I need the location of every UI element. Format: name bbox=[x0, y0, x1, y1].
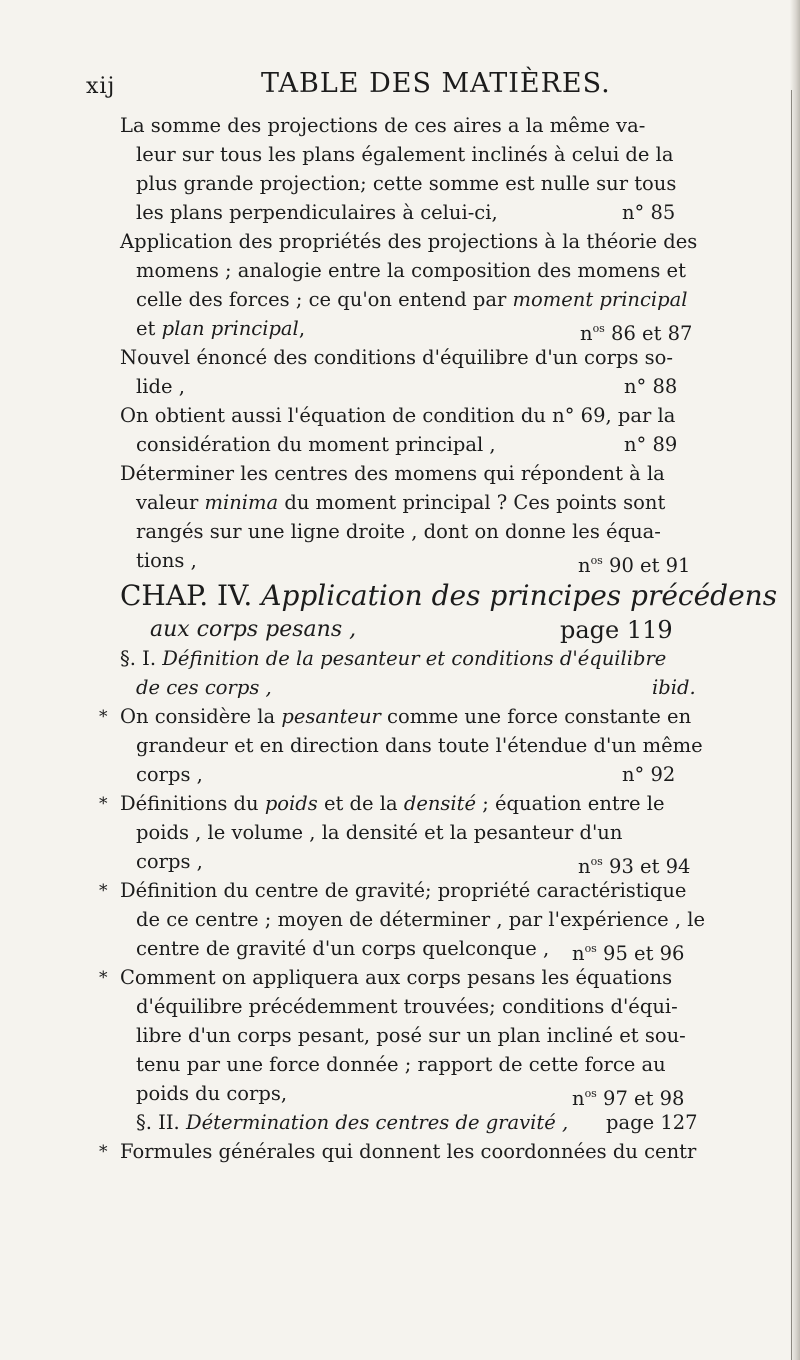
toc-ref-value: 97 et 98 bbox=[603, 1087, 685, 1110]
toc-italic: plan principal bbox=[161, 317, 299, 340]
toc-line bbox=[136, 288, 688, 312]
toc-text: celle des forces ; ce qu'on entend par bbox=[136, 288, 507, 311]
star-icon: * bbox=[99, 707, 108, 727]
section-title: Définition de la pesanteur et conditions d'équilibre bbox=[162, 647, 667, 670]
toc-line: centre de gravité d'un corps quelconque , bbox=[136, 937, 550, 960]
toc-line: de ce centre ; moyen de déterminer , par l'expérience , le bbox=[136, 908, 706, 931]
toc-line: tions , bbox=[136, 549, 197, 572]
toc-ref bbox=[578, 549, 690, 578]
chapter-page: page 119 bbox=[560, 616, 673, 644]
toc-italic: moment principal bbox=[512, 288, 688, 311]
section-label: §. II. bbox=[136, 1111, 180, 1134]
toc-line: La somme des projections de ces aires a la même va- bbox=[120, 114, 646, 137]
toc-ref-sup: os bbox=[590, 554, 603, 567]
section-ref: ibid. bbox=[652, 676, 696, 699]
toc-line: grandeur et en direction dans toute l'étendue d'un même bbox=[136, 734, 703, 757]
section-title: Détermination des centres de gravité , bbox=[185, 1111, 569, 1134]
toc-ref-prefix: n bbox=[572, 1087, 585, 1110]
toc-line: Comment on appliquera aux corps pesans les équations bbox=[120, 966, 673, 989]
page-header bbox=[86, 68, 736, 108]
toc-text: du moment principal ? Ces points sont bbox=[284, 491, 666, 514]
toc-line bbox=[120, 792, 665, 816]
section-title-cont-text: de ces corps , bbox=[136, 676, 272, 699]
toc-line bbox=[136, 491, 665, 515]
toc-line: On obtient aussi l'équation de condition du n° 69, par la bbox=[120, 404, 676, 427]
toc-line: poids , le volume , la densité et la pesanteur d'un bbox=[136, 821, 623, 844]
toc-ref bbox=[578, 850, 690, 879]
toc-ref-value: 93 et 94 bbox=[609, 855, 691, 878]
chapter-label: CHAP. IV. bbox=[120, 579, 253, 612]
toc-ref bbox=[572, 937, 684, 966]
toc-italic: poids bbox=[264, 792, 318, 815]
toc-text: On considère la bbox=[120, 705, 276, 728]
toc-ref-sup: os bbox=[584, 1087, 597, 1100]
toc-text: comme une force constante en bbox=[387, 705, 692, 728]
star-icon: * bbox=[99, 1142, 108, 1162]
toc-line bbox=[136, 317, 305, 341]
toc-text: valeur bbox=[136, 491, 199, 514]
toc-ref-prefix: n bbox=[572, 942, 585, 965]
toc-ref-sup: os bbox=[584, 942, 597, 955]
section-label: §. I. bbox=[120, 647, 157, 670]
section-ref: page 127 bbox=[606, 1111, 698, 1134]
toc-ref-sup: os bbox=[592, 322, 605, 335]
star-icon: * bbox=[99, 968, 108, 988]
toc-ref: n° 92 bbox=[622, 763, 676, 786]
section-heading bbox=[120, 647, 666, 671]
toc-ref-prefix: n bbox=[580, 322, 593, 345]
toc-line: d'équilibre précédemment trouvées; conditions d'équi- bbox=[136, 995, 678, 1018]
toc-line: lide , bbox=[136, 375, 185, 398]
toc-ref: n° 89 bbox=[624, 433, 678, 456]
toc-line: rangés sur une ligne droite , dont on donne les équa- bbox=[136, 520, 661, 543]
toc-line: corps , bbox=[136, 850, 203, 873]
toc-ref: n° 85 bbox=[622, 201, 676, 224]
toc-ref-sup: os bbox=[590, 855, 603, 868]
toc-text: et bbox=[136, 317, 156, 340]
chapter-title: Application des principes précédens bbox=[261, 579, 778, 612]
toc-ref-value: 95 et 96 bbox=[603, 942, 685, 965]
star-icon: * bbox=[99, 881, 108, 901]
toc-line: corps , bbox=[136, 763, 203, 786]
toc-ref bbox=[580, 317, 692, 346]
toc-ref-prefix: n bbox=[578, 554, 591, 577]
toc-line: Formules générales qui donnent les coordonnées du centr bbox=[120, 1140, 697, 1163]
toc-line: momens ; analogie entre la composition des momens et bbox=[136, 259, 686, 282]
toc-line: Déterminer les centres des momens qui répondent à la bbox=[120, 462, 665, 485]
toc-text: ; équation entre le bbox=[482, 792, 665, 815]
toc-text: Définitions du bbox=[120, 792, 259, 815]
toc-ref-prefix: n bbox=[578, 855, 591, 878]
toc-ref bbox=[572, 1082, 684, 1111]
toc-ref-value: 90 et 91 bbox=[609, 554, 691, 577]
toc-text: et de la bbox=[323, 792, 398, 815]
toc-italic: minima bbox=[204, 491, 279, 514]
toc-line: Définition du centre de gravité; propriété caractéristique bbox=[120, 879, 687, 902]
toc-line: poids du corps, bbox=[136, 1082, 288, 1105]
toc-line: Nouvel énoncé des conditions d'équilibre d'un corps so- bbox=[120, 346, 673, 369]
toc-line: libre d'un corps pesant, posé sur un plan incliné et sou- bbox=[136, 1024, 686, 1047]
toc-line: leur sur tous les plans également inclinés à celui de la bbox=[136, 143, 674, 166]
toc-italic: pesanteur bbox=[281, 705, 381, 728]
toc-line: considération du moment principal , bbox=[136, 433, 496, 456]
star-icon: * bbox=[99, 794, 108, 814]
section-title-cont bbox=[136, 676, 272, 700]
toc-text: , bbox=[298, 317, 306, 340]
section-heading bbox=[136, 1111, 568, 1135]
page-folio: xij bbox=[86, 74, 116, 99]
toc-line bbox=[120, 705, 691, 729]
toc-line: tenu par une force donnée ; rapport de cette force au bbox=[136, 1053, 666, 1076]
toc-ref: n° 88 bbox=[624, 375, 678, 398]
toc-line: les plans perpendiculaires à celui-ci, bbox=[136, 201, 498, 224]
running-title: TABLE DES MATIÈRES. bbox=[261, 68, 611, 99]
chapter-heading bbox=[120, 580, 777, 612]
toc-line: Application des propriétés des projections à la théorie des bbox=[120, 230, 698, 253]
chapter-title-cont: aux corps pesans , bbox=[150, 617, 357, 642]
page-edge-line bbox=[791, 90, 792, 1360]
toc-ref-value: 86 et 87 bbox=[611, 322, 693, 345]
toc-line: plus grande projection; cette somme est nulle sur tous bbox=[136, 172, 677, 195]
toc-italic: densité bbox=[403, 792, 477, 815]
